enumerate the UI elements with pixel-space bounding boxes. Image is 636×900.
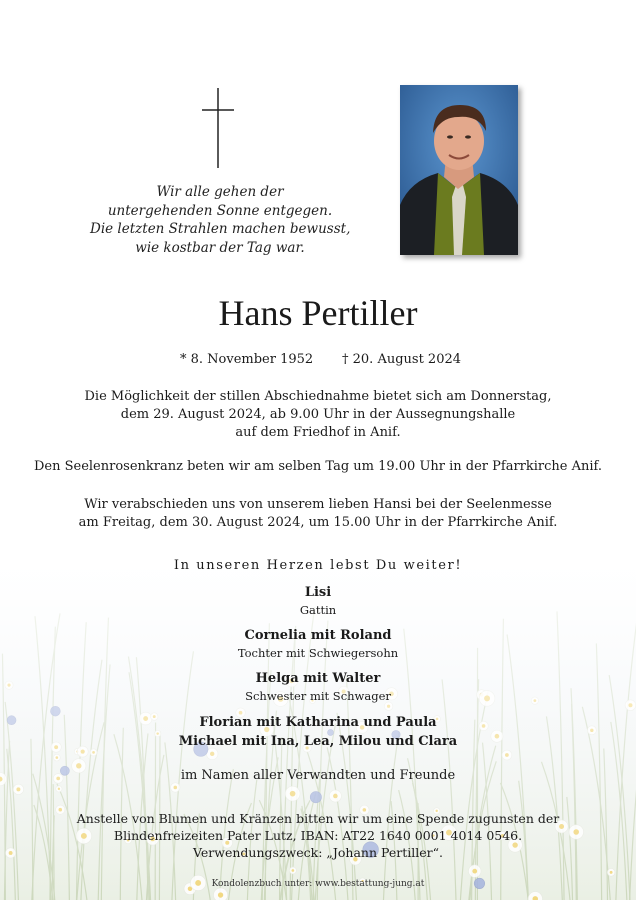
mourner-name: Lisi	[304, 585, 332, 600]
mass-line: am Freitag, dem 30. August 2024, um 15.00 Uhr in der Pfarrkirche Anif.	[78, 515, 558, 530]
quote-line: wie kostbar der Tag war.	[135, 239, 305, 256]
farewell-text	[0, 388, 636, 442]
mass-line: Wir verabschieden uns von unserem lieben Hansi bei der Seelenmesse	[84, 497, 552, 512]
rosary-line: Den Seelenrosenkranz beten wir am selben Tag um 19.00 Uhr in der Pfarrkirche Anif.	[33, 459, 603, 474]
quote-line: untergehenden Sonne entgegen.	[107, 202, 333, 219]
mourner-name: Cornelia mit Roland	[244, 628, 392, 643]
life-dates	[0, 352, 636, 372]
mourner-relation: Tochter mit Schwiegersohn	[237, 646, 399, 660]
donation-line: Anstelle von Blumen und Kränzen bitten wir um eine Spende zugunsten der	[76, 811, 560, 826]
mourner-entry	[0, 584, 636, 619]
donation-text	[0, 810, 636, 861]
mourner-name: Michael mit Ina, Lea, Milou und Clara	[178, 734, 458, 749]
mourner-entry	[0, 627, 636, 662]
farewell-line: dem 29. August 2024, ab 9.00 Uhr in der Aussegnungshalle	[120, 407, 516, 422]
quote-line: Wir alle gehen der	[156, 184, 284, 200]
mass-text	[0, 496, 636, 532]
donation-line: Blindenfreizeiten Pater Lutz, IBAN: AT22 1640 0001 4014 0546.	[113, 828, 523, 843]
birth-date: * 8. November 1952	[180, 352, 314, 367]
mourner-relation: Gattin	[299, 603, 337, 617]
quote-line: Die letzten Strahlen machen bewusst,	[90, 221, 351, 237]
donation-line: Verwendungszweck: „Johann Pertiller“.	[193, 845, 443, 860]
rosary-text	[0, 458, 636, 476]
portrait-photo	[400, 85, 518, 255]
mourner-entry	[0, 733, 636, 751]
mourner-entry	[0, 714, 636, 732]
condolence-link[interactable]: Kondolenzbuch unter: www.bestattung-jung.at	[211, 879, 425, 889]
mourner-relation: Schwester mit Schwager	[245, 689, 391, 703]
quote	[90, 183, 350, 257]
on-behalf-text: im Namen aller Verwandten und Freunde	[180, 768, 456, 783]
farewell-line: Die Möglichkeit der stillen Abschiednahme bietet sich am Donnerstag,	[84, 389, 552, 404]
motto: In unseren Herzen lebst Du weiter!	[173, 558, 463, 573]
death-date: † 20. August 2024	[342, 352, 462, 367]
deceased-name: Hans Pertiller	[218, 293, 418, 333]
farewell-line: auf dem Friedhof in Anif.	[235, 425, 401, 440]
cross-icon	[198, 88, 238, 168]
mourner-entry	[0, 670, 636, 705]
mourner-name: Florian mit Katharina und Paula	[199, 715, 437, 730]
mourner-name: Helga mit Walter	[255, 671, 381, 686]
